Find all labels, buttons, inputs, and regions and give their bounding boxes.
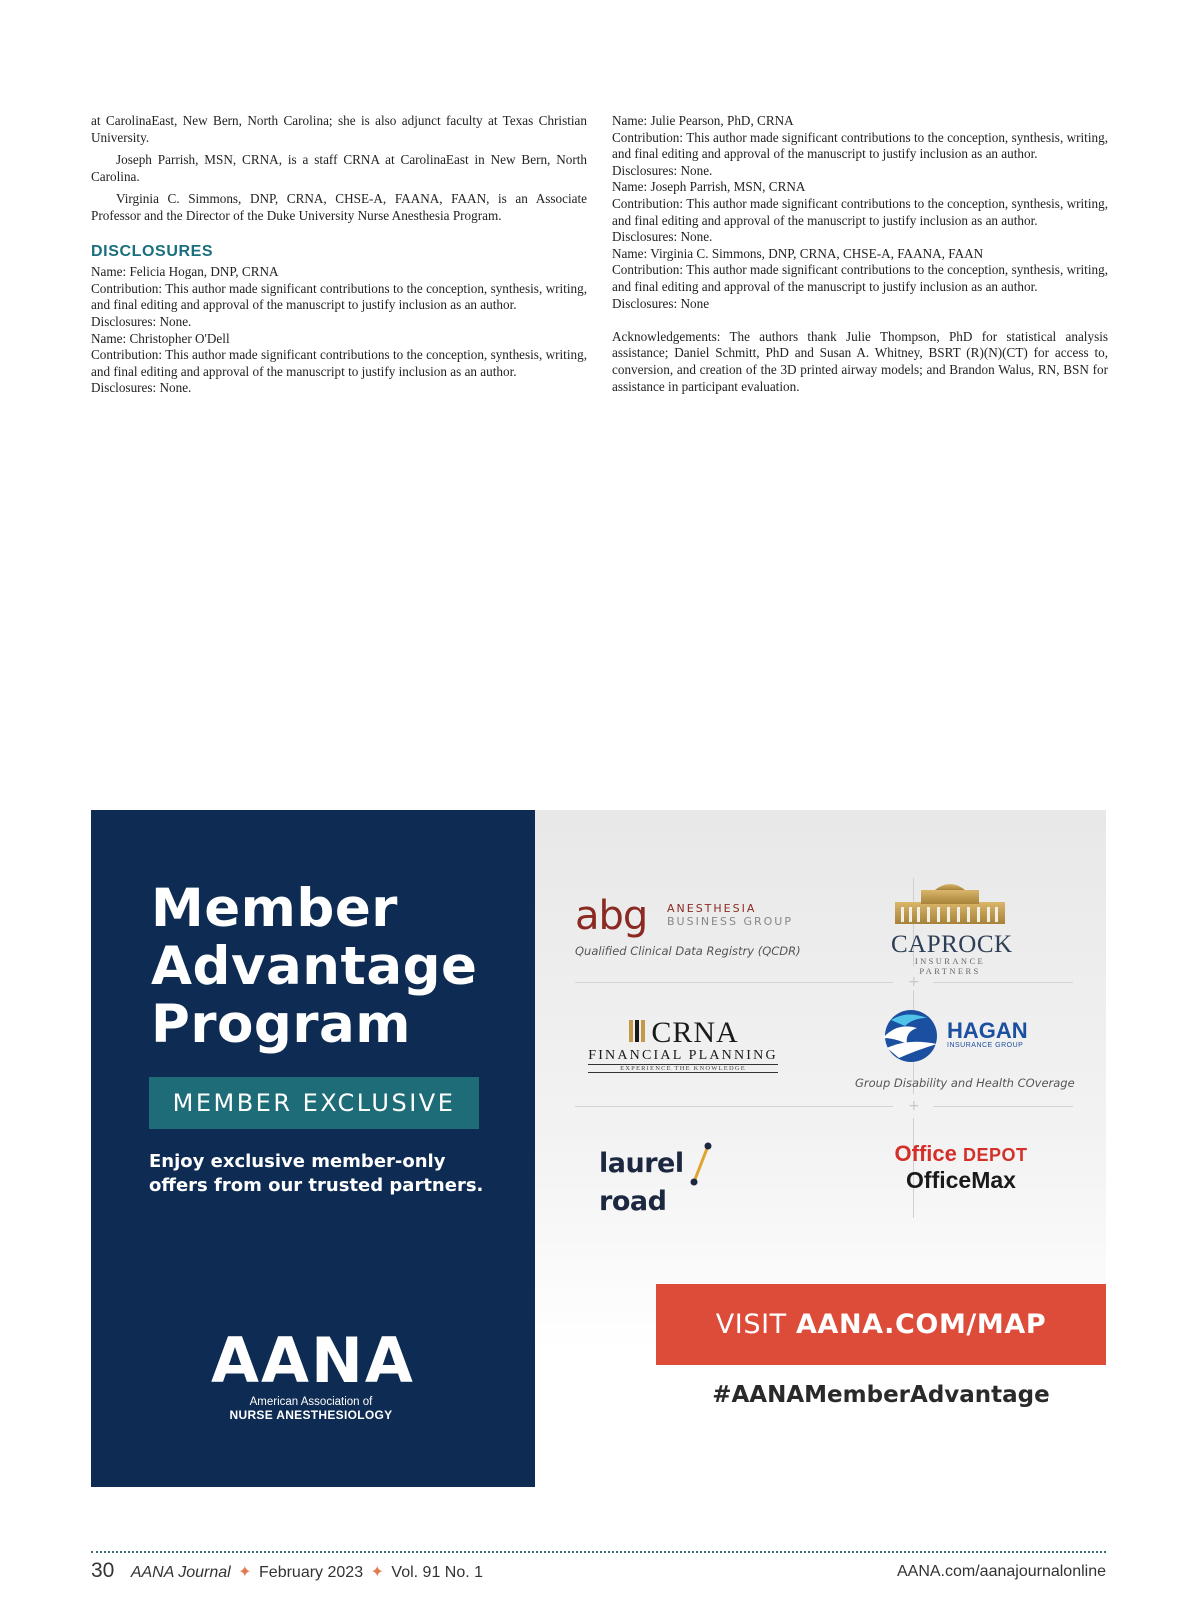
- caprock-building-icon: [891, 878, 1009, 926]
- disclosure-line: Name: Felicia Hogan, DNP, CRNA: [91, 264, 279, 280]
- journal-name: AANA Journal: [130, 1564, 231, 1581]
- laurel-road-slash-icon: [688, 1142, 714, 1186]
- hashtag: #AANAMemberAdvantage: [712, 1382, 1050, 1408]
- visit-url: AANA.COM/MAP: [795, 1309, 1047, 1340]
- diamond-icon: ✦: [370, 1564, 384, 1581]
- disclosure-line: Disclosures: None.: [612, 229, 713, 245]
- issue-number: No. 1: [444, 1564, 484, 1581]
- disclosure-line: Name: Julie Pearson, PhD, CRNA: [612, 113, 794, 128]
- plus-icon: +: [908, 1098, 920, 1114]
- ad-navy-panel: [91, 810, 535, 1487]
- disclosure-line: Disclosures: None: [612, 295, 710, 311]
- aana-logo: AANA American Association of NURSE ANESTHESIOLOGY: [211, 1324, 415, 1422]
- plus-icon: +: [908, 974, 920, 990]
- bio-paragraph-3: Virginia C. Simmons, DNP, CRNA, CHSE-A, FAANA, FAAN, is an Associate Professor and the Director of the Duke University Nurse Anesthesia Program.: [91, 191, 587, 223]
- page-number: 30: [91, 1559, 115, 1582]
- disclosure-line: Contribution: This author made significant contributions to the conception, synthesis, writing, and final editing and approval of the manuscript to justify inclusion as an author.: [612, 262, 1108, 294]
- disclosure-line: Name: Christopher O'Dell: [91, 330, 230, 346]
- diamond-icon: ✦: [238, 1564, 252, 1581]
- ad-title: Member Advantage Program: [151, 878, 478, 1055]
- bio-paragraph-2: Joseph Parrish, MSN, CRNA, is a staff CRNA at CarolinaEast in New Bern, North Carolina.: [91, 152, 587, 184]
- journal-url[interactable]: AANA.com/aanajournalonline: [896, 1563, 1106, 1580]
- hagan-wave-icon: [877, 1008, 945, 1064]
- right-column: [612, 113, 1108, 395]
- abg-tagline: Qualified Clinical Data Registry (QCDR): [575, 944, 801, 958]
- office-depot-officemax-logo: Office DEPOT OfficeMax: [894, 1141, 1028, 1193]
- visit-aana-map-banner[interactable]: VISIT AANA.COM/MAP: [656, 1284, 1106, 1365]
- partner-divider: [575, 982, 893, 983]
- disclosure-line: Disclosures: None.: [612, 162, 713, 178]
- issue-date: February 2023: [259, 1564, 364, 1581]
- disclosure-line: Contribution: This author made significant contributions to the conception, synthesis, writing, and final editing and approval of the manuscript to justify inclusion as an author.: [91, 280, 587, 313]
- volume: Vol. 91: [391, 1564, 441, 1581]
- partner-divider: [933, 1106, 1073, 1107]
- footer-rule: [91, 1551, 1106, 1553]
- footer-citation: [91, 1559, 483, 1583]
- bio-paragraph-1: at CarolinaEast, New Bern, North Carolina; she is also adjunct faculty at Texas Christian University.: [91, 113, 587, 145]
- disclosure-line: Contribution: This author made significant contributions to the conception, synthesis, writing, and final editing and approval of the manuscript to justify inclusion as an author.: [91, 347, 587, 379]
- laurel-road-logo: laurel road: [599, 1142, 769, 1217]
- disclosure-line: Name: Joseph Parrish, MSN, CRNA: [612, 179, 806, 195]
- partner-divider: [933, 982, 1073, 983]
- abg-logo: abg ANESTHESIA BUSINESS GROUP Qualified Clinical Data Registry (QCDR): [575, 896, 805, 958]
- disclosure-line: Name: Virginia C. Simmons, DNP, CRNA, CHSE-A, FAANA, FAAN: [612, 245, 984, 261]
- hagan-logo: HAGAN INSURANCE GROUP Group Disability and Health COverage: [855, 1008, 1055, 1090]
- crna-column-icon: [627, 1018, 647, 1044]
- disclosure-line: Contribution: This author made significant contributions to the conception, synthesis, writing, and final editing and approval of the manuscript to justify inclusion as an author.: [612, 129, 1108, 162]
- disclosure-line: Disclosures: None.: [91, 380, 192, 396]
- member-advantage-ad: [91, 810, 1106, 1487]
- member-exclusive-badge: MEMBER EXCLUSIVE: [149, 1077, 479, 1129]
- hagan-tagline: Group Disability and Health COverage: [855, 1076, 1075, 1090]
- disclosure-line: Disclosures: None.: [91, 313, 192, 329]
- left-column: [91, 113, 587, 397]
- ad-tagline: Enjoy exclusive member-only offers from our trusted partners.: [149, 1151, 484, 1196]
- partner-divider: [575, 1106, 893, 1107]
- disclosures-heading: DISCLOSURES: [91, 242, 214, 260]
- crna-financial-planning-logo: CRNA FINANCIAL PLANNING EXPERIENCE THE KNOWLEDGE: [588, 1016, 778, 1072]
- disclosure-line: Contribution: This author made significant contributions to the conception, synthesis, writing, and final editing and approval of the manuscript to justify inclusion as an author.: [612, 195, 1108, 228]
- caprock-logo: CAPROCK INSURANCE PARTNERS: [891, 878, 1009, 976]
- acknowledgements: Acknowledgements: The authors thank Julie Thompson, PhD for statistical analysis assistance; Daniel Schmitt, PhD and Susan A. Whitney, BSRT (R)(N)(CT) for access to, conversion, and creation of the 3D printed airway models; and Brandon Walus, RN, BSN for assistance in participant evaluation.: [612, 328, 1108, 394]
